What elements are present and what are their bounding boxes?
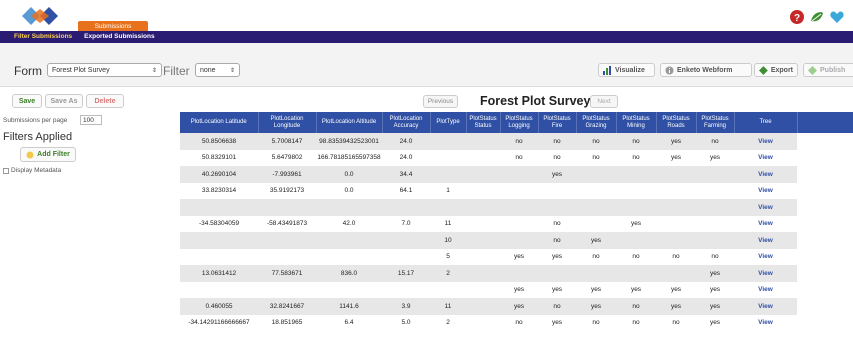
column-header[interactable]: PlotType (430, 112, 466, 133)
table-row (180, 298, 797, 315)
table-cell (258, 199, 316, 216)
table-cell (500, 199, 538, 216)
nav-exported-submissions[interactable]: Exported Submissions (84, 33, 155, 40)
table-cell (258, 249, 316, 266)
form-label: Form (14, 64, 42, 78)
column-header[interactable]: PlotStatus Mining (616, 112, 656, 133)
table-cell: no (500, 133, 538, 150)
table-cell (656, 166, 696, 183)
table-cell (466, 265, 500, 282)
column-header[interactable]: PlotLocation Longitude (258, 112, 316, 133)
sub-nav (0, 31, 853, 43)
table-row (180, 249, 797, 266)
table-cell: 0.0 (316, 183, 382, 200)
table-row (180, 150, 797, 167)
table-row (180, 265, 797, 282)
submissions-table (180, 112, 798, 331)
table-row (180, 199, 797, 216)
svg-text:?: ? (793, 13, 801, 24)
table-cell (616, 183, 656, 200)
table-cell (466, 249, 500, 266)
table-cell (616, 265, 656, 282)
view-tree-link[interactable]: View (734, 282, 797, 299)
table-cell: 24.0 (382, 133, 430, 150)
table-cell: no (696, 133, 734, 150)
export-arrows-icon (759, 66, 768, 75)
column-header[interactable]: PlotStatus Logging (500, 112, 538, 133)
table-cell (430, 133, 466, 150)
table-row (180, 183, 797, 200)
table-cell: yes (616, 282, 656, 299)
table-cell: no (576, 133, 616, 150)
table-cell: 11 (430, 298, 466, 315)
table-cell (538, 199, 576, 216)
table-cell (656, 216, 696, 233)
table-cell (430, 282, 466, 299)
table-cell (500, 166, 538, 183)
table-cell (696, 166, 734, 183)
top-icons (789, 8, 845, 26)
view-tree-link[interactable]: View (734, 298, 797, 315)
app-logo (18, 3, 70, 29)
table-cell: 0.0 (316, 166, 382, 183)
table-cell (180, 249, 258, 266)
view-tree-link[interactable]: View (734, 216, 797, 233)
table-cell: yes (576, 282, 616, 299)
table-cell: -34.58304059 (180, 216, 258, 233)
form-select[interactable] (47, 63, 162, 77)
table-cell: 50.8329101 (180, 150, 258, 167)
table-cell (696, 232, 734, 249)
table-cell: 34.4 (382, 166, 430, 183)
table-cell (696, 199, 734, 216)
help-icon[interactable] (789, 9, 805, 25)
table-cell (500, 265, 538, 282)
table-cell (466, 166, 500, 183)
table-cell: 50.8506638 (180, 133, 258, 150)
table-header-row (180, 112, 797, 133)
table-cell: yes (538, 315, 576, 332)
table-cell: no (538, 133, 576, 150)
view-tree-link[interactable]: View (734, 166, 797, 183)
table-cell: yes (656, 298, 696, 315)
table-cell: yes (696, 150, 734, 167)
table-cell (180, 282, 258, 299)
table-cell: no (696, 249, 734, 266)
view-tree-link[interactable]: View (734, 315, 797, 332)
form-select-value: Forest Plot Survey (52, 66, 110, 74)
table-cell: 1141.6 (316, 298, 382, 315)
table-cell (616, 232, 656, 249)
table-cell: yes (538, 249, 576, 266)
table-cell (576, 216, 616, 233)
table-cell: yes (696, 298, 734, 315)
table-cell: 2 (430, 315, 466, 332)
table-cell (316, 282, 382, 299)
visualize-button[interactable] (598, 63, 655, 77)
submissions-table-area (180, 92, 853, 339)
table-cell (466, 150, 500, 167)
export-label: Export (770, 66, 793, 74)
table-cell (258, 282, 316, 299)
table-cell: yes (656, 282, 696, 299)
tab-submissions[interactable]: Submissions (78, 21, 148, 32)
filter-select[interactable] (195, 63, 240, 77)
nav-filter-submissions[interactable]: Filter Submissions (14, 33, 73, 40)
table-cell: yes (576, 298, 616, 315)
table-cell: 10 (430, 232, 466, 249)
table-cell (466, 216, 500, 233)
table-cell: no (538, 232, 576, 249)
table-cell: yes (500, 298, 538, 315)
form-toolbar (0, 43, 853, 87)
table-cell: -7.993961 (258, 166, 316, 183)
table-cell (258, 232, 316, 249)
leaf-icon[interactable] (809, 9, 825, 25)
table-cell (696, 216, 734, 233)
table-row (180, 133, 797, 150)
star-icon (26, 151, 34, 159)
save-button[interactable]: Save (12, 94, 42, 108)
column-header[interactable]: PlotStatus Status (466, 112, 500, 133)
view-tree-link[interactable]: View (734, 183, 797, 200)
table-cell: 18.851965 (258, 315, 316, 332)
table-cell (576, 183, 616, 200)
table-row (180, 216, 797, 233)
table-cell: yes (656, 150, 696, 167)
add-filter-label: Add Filter (37, 151, 70, 158)
heart-icon[interactable] (829, 9, 845, 25)
table-cell: no (576, 150, 616, 167)
table-cell (466, 199, 500, 216)
table-cell: no (616, 133, 656, 150)
add-filter-button[interactable] (20, 147, 76, 162)
table-cell: no (576, 315, 616, 332)
next-button[interactable]: Next (590, 95, 618, 108)
table-cell: 15.17 (382, 265, 430, 282)
enketo-webform-button[interactable] (660, 63, 752, 77)
table-cell: -58.43491873 (258, 216, 316, 233)
table-cell: 5.7008147 (258, 133, 316, 150)
table-cell: yes (500, 249, 538, 266)
table-cell: yes (576, 232, 616, 249)
table-cell (430, 150, 466, 167)
table-cell (656, 199, 696, 216)
table-cell (500, 232, 538, 249)
export-button[interactable] (754, 63, 798, 77)
table-cell: yes (500, 282, 538, 299)
table-cell (382, 232, 430, 249)
filter-label: Filter (163, 64, 190, 78)
table-cell (656, 265, 696, 282)
table-cell: 64.1 (382, 183, 430, 200)
table-cell (696, 183, 734, 200)
visualize-label: Visualize (615, 66, 645, 74)
table-cell: 5.6479802 (258, 150, 316, 167)
table-cell: 7.0 (382, 216, 430, 233)
table-cell: 40.2690104 (180, 166, 258, 183)
display-metadata-label: Display Metadata (11, 167, 62, 174)
column-header[interactable]: PlotStatus Roads (656, 112, 696, 133)
filter-sidebar (0, 88, 180, 339)
table-cell (466, 133, 500, 150)
table-cell (466, 282, 500, 299)
view-tree-link[interactable]: View (734, 249, 797, 266)
table-cell (180, 232, 258, 249)
table-cell: no (656, 315, 696, 332)
table-cell (656, 232, 696, 249)
table-row (180, 232, 797, 249)
select-arrows-icon: ⇕ (151, 67, 157, 74)
table-cell (316, 232, 382, 249)
table-cell (616, 199, 656, 216)
table-cell (538, 265, 576, 282)
column-header[interactable]: PlotLocation Altitude (316, 112, 382, 133)
table-cell: 35.9192173 (258, 183, 316, 200)
table-cell: 1 (430, 183, 466, 200)
publish-label: Publish (820, 66, 846, 74)
table-cell: -34.14291166666667 (180, 315, 258, 332)
table-cell: no (616, 315, 656, 332)
table-cell: no (538, 150, 576, 167)
publish-arrows-icon (808, 66, 817, 75)
table-header-filler (797, 112, 853, 133)
previous-button[interactable]: Previous (423, 95, 458, 108)
table-cell (466, 183, 500, 200)
table-cell (466, 232, 500, 249)
table-cell (430, 199, 466, 216)
table-cell (316, 249, 382, 266)
table-title: Forest Plot Survey (480, 94, 591, 108)
table-cell (180, 199, 258, 216)
table-cell: 6.4 (316, 315, 382, 332)
info-icon (665, 66, 674, 75)
per-page-label: Submissions per page (3, 117, 68, 124)
table-cell: no (538, 216, 576, 233)
table-cell: 3.9 (382, 298, 430, 315)
table-cell: 166.78185165597358 (316, 150, 382, 167)
table-cell (430, 166, 466, 183)
table-cell: 5 (430, 249, 466, 266)
table-cell (576, 265, 616, 282)
table-cell: 77.583671 (258, 265, 316, 282)
column-header[interactable]: PlotStatus Farming (696, 112, 734, 133)
table-cell (576, 166, 616, 183)
filter-select-value: none (200, 66, 216, 74)
delete-button[interactable]: Delete (86, 94, 124, 108)
table-cell (500, 183, 538, 200)
table-cell: no (616, 298, 656, 315)
table-cell: no (538, 298, 576, 315)
table-row (180, 282, 797, 299)
table-cell: yes (538, 282, 576, 299)
table-cell: no (656, 249, 696, 266)
table-cell: yes (616, 216, 656, 233)
table-cell: no (576, 249, 616, 266)
table-cell (382, 199, 430, 216)
per-page-input[interactable]: 100 (80, 115, 102, 125)
display-metadata-toggle[interactable] (3, 167, 61, 174)
table-row (180, 315, 797, 332)
bar-chart-icon (603, 66, 612, 75)
table-cell (316, 199, 382, 216)
table-cell: 13.0631412 (180, 265, 258, 282)
table-cell (656, 183, 696, 200)
column-header[interactable]: PlotStatus Grazing (576, 112, 616, 133)
table-cell: 2 (430, 265, 466, 282)
top-bar (0, 0, 853, 31)
table-cell: 32.8241667 (258, 298, 316, 315)
table-cell (466, 298, 500, 315)
table-cell (382, 282, 430, 299)
view-tree-link[interactable]: View (734, 199, 797, 216)
table-cell: 0.460055 (180, 298, 258, 315)
column-header[interactable]: PlotStatus Fire (538, 112, 576, 133)
select-arrows-icon: ⇕ (229, 67, 235, 74)
table-cell: 42.0 (316, 216, 382, 233)
table-cell: no (616, 249, 656, 266)
table-cell (466, 315, 500, 332)
table-cell: 98.83539432523001 (316, 133, 382, 150)
table-cell: no (500, 315, 538, 332)
table-cell: yes (696, 265, 734, 282)
table-cell: 33.8230314 (180, 183, 258, 200)
table-cell: 836.0 (316, 265, 382, 282)
view-tree-link[interactable]: View (734, 133, 797, 150)
table-cell (538, 183, 576, 200)
column-header[interactable]: PlotLocation Accuracy (382, 112, 430, 133)
display-metadata-checkbox[interactable] (3, 168, 9, 174)
view-tree-link[interactable]: View (734, 265, 797, 282)
table-cell: 5.0 (382, 315, 430, 332)
table-caption (180, 92, 853, 112)
table-cell: 11 (430, 216, 466, 233)
table-cell: yes (538, 166, 576, 183)
table-cell: yes (696, 282, 734, 299)
filters-applied-heading: Filters Applied (3, 131, 73, 143)
column-header[interactable]: Tree (734, 112, 797, 133)
table-cell (576, 199, 616, 216)
publish-button[interactable] (803, 63, 853, 77)
view-tree-link[interactable]: View (734, 150, 797, 167)
table-cell: no (616, 150, 656, 167)
table-cell (500, 216, 538, 233)
table-cell: yes (696, 315, 734, 332)
save-as-button[interactable]: Save As (45, 94, 83, 108)
enketo-label: Enketo Webform (677, 66, 733, 74)
column-header[interactable]: PlotLocation Latitude (180, 112, 258, 133)
table-cell: 24.0 (382, 150, 430, 167)
table-cell: no (500, 150, 538, 167)
table-body (180, 133, 797, 331)
view-tree-link[interactable]: View (734, 232, 797, 249)
table-row (180, 166, 797, 183)
table-cell (616, 166, 656, 183)
table-cell: yes (656, 133, 696, 150)
table-cell (382, 249, 430, 266)
